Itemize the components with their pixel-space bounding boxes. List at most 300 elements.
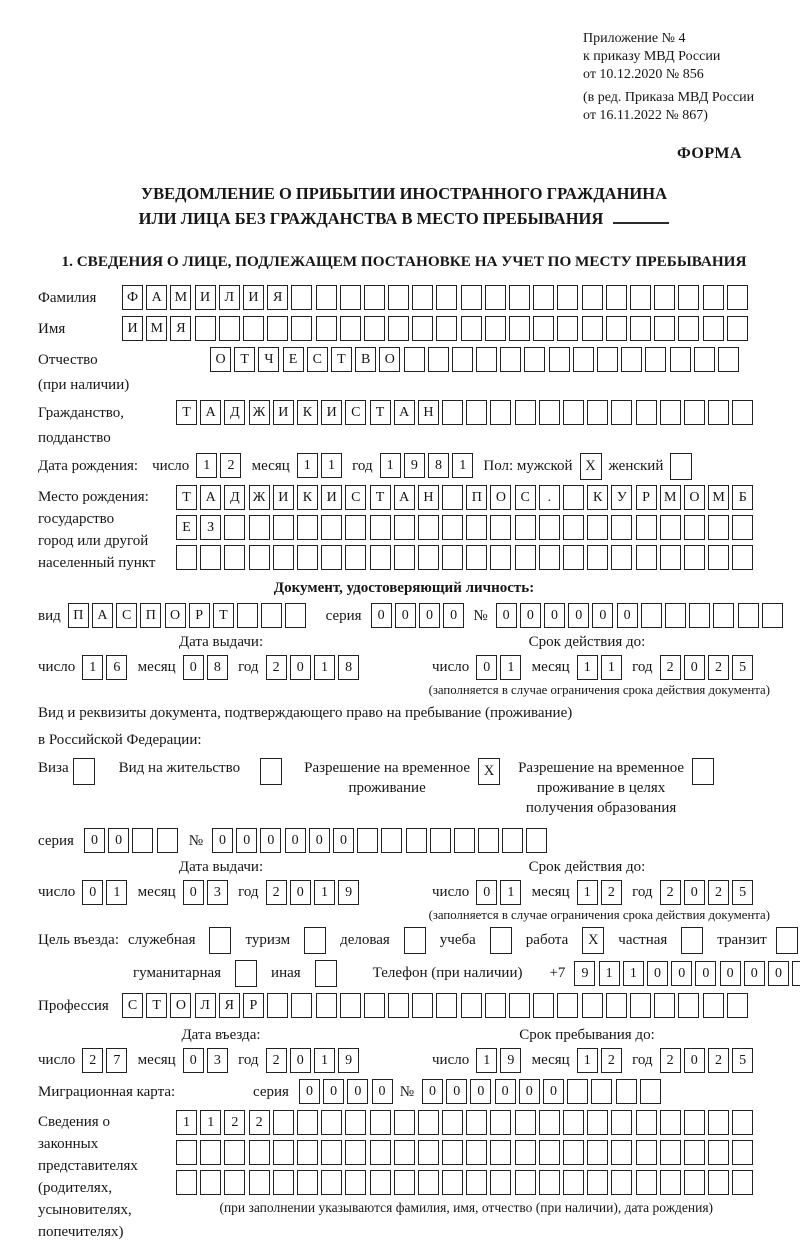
char-cell[interactable]: [515, 400, 536, 425]
char-cell[interactable]: Т: [234, 347, 255, 372]
char-cell[interactable]: [587, 515, 608, 540]
char-cell[interactable]: Т: [146, 993, 167, 1018]
char-cell[interactable]: [436, 316, 457, 341]
char-cell[interactable]: 9: [338, 880, 359, 905]
char-cell[interactable]: 0: [671, 961, 692, 986]
char-cell[interactable]: 0: [309, 828, 330, 853]
char-cell[interactable]: [442, 1140, 463, 1165]
char-cell[interactable]: 0: [290, 655, 311, 680]
char-cell[interactable]: [394, 1110, 415, 1135]
char-cell[interactable]: [490, 400, 511, 425]
char-cell[interactable]: И: [273, 485, 294, 510]
char-cell[interactable]: 0: [347, 1079, 368, 1104]
char-cell[interactable]: 0: [684, 880, 705, 905]
temp-residence-checkbox[interactable]: X: [478, 758, 500, 785]
char-cell[interactable]: 2: [708, 1048, 729, 1073]
purpose-tourism-checkbox[interactable]: [304, 927, 326, 954]
char-cell[interactable]: 1: [314, 655, 335, 680]
char-cell[interactable]: Т: [176, 400, 197, 425]
char-cell[interactable]: О: [170, 993, 191, 1018]
char-cell[interactable]: [684, 1110, 705, 1135]
char-cell[interactable]: [660, 1170, 681, 1195]
char-cell[interactable]: 0: [647, 961, 668, 986]
char-cell[interactable]: [224, 1170, 245, 1195]
char-cell[interactable]: С: [307, 347, 328, 372]
char-cell[interactable]: [539, 1170, 560, 1195]
char-cell[interactable]: [515, 1140, 536, 1165]
char-cell[interactable]: 1: [599, 961, 620, 986]
char-cell[interactable]: [267, 316, 288, 341]
char-cell[interactable]: [660, 515, 681, 540]
char-cell[interactable]: [273, 545, 294, 570]
char-cell[interactable]: 0: [183, 880, 204, 905]
char-cell[interactable]: [340, 316, 361, 341]
char-cell[interactable]: [665, 603, 686, 628]
char-cell[interactable]: 1: [623, 961, 644, 986]
char-cell[interactable]: 2: [660, 655, 681, 680]
char-cell[interactable]: В: [355, 347, 376, 372]
char-cell[interactable]: [515, 1170, 536, 1195]
char-cell[interactable]: Т: [370, 400, 391, 425]
char-cell[interactable]: [689, 603, 710, 628]
purpose-transit-checkbox[interactable]: [776, 927, 798, 954]
char-cell[interactable]: М: [708, 485, 729, 510]
char-cell[interactable]: 0: [333, 828, 354, 853]
char-cell[interactable]: [243, 316, 264, 341]
char-cell[interactable]: [316, 285, 337, 310]
char-cell[interactable]: [591, 1079, 612, 1104]
char-cell[interactable]: [404, 347, 425, 372]
char-cell[interactable]: 2: [266, 655, 287, 680]
char-cell[interactable]: 0: [422, 1079, 443, 1104]
char-cell[interactable]: [563, 545, 584, 570]
char-cell[interactable]: Л: [195, 993, 216, 1018]
char-cell[interactable]: [412, 993, 433, 1018]
char-cell[interactable]: [249, 1170, 270, 1195]
char-cell[interactable]: 1: [314, 880, 335, 905]
char-cell[interactable]: [727, 316, 748, 341]
char-cell[interactable]: 0: [290, 1048, 311, 1073]
char-cell[interactable]: 2: [660, 1048, 681, 1073]
char-cell[interactable]: [587, 1140, 608, 1165]
char-cell[interactable]: П: [140, 603, 161, 628]
char-cell[interactable]: [533, 993, 554, 1018]
char-cell[interactable]: [370, 1110, 391, 1135]
char-cell[interactable]: [267, 993, 288, 1018]
char-cell[interactable]: Я: [267, 285, 288, 310]
char-cell[interactable]: 0: [82, 880, 103, 905]
char-cell[interactable]: И: [122, 316, 143, 341]
char-cell[interactable]: 0: [260, 828, 281, 853]
char-cell[interactable]: С: [116, 603, 137, 628]
char-cell[interactable]: 9: [404, 453, 425, 478]
char-cell[interactable]: 0: [520, 603, 541, 628]
char-cell[interactable]: 7: [106, 1048, 127, 1073]
char-cell[interactable]: А: [200, 485, 221, 510]
char-cell[interactable]: [587, 1170, 608, 1195]
char-cell[interactable]: Б: [732, 485, 753, 510]
char-cell[interactable]: [418, 515, 439, 540]
char-cell[interactable]: [466, 1140, 487, 1165]
purpose-commercial-checkbox[interactable]: [404, 927, 426, 954]
char-cell[interactable]: [249, 1140, 270, 1165]
char-cell[interactable]: [582, 993, 603, 1018]
char-cell[interactable]: [316, 993, 337, 1018]
char-cell[interactable]: [660, 545, 681, 570]
char-cell[interactable]: 9: [500, 1048, 521, 1073]
char-cell[interactable]: 5: [732, 1048, 753, 1073]
char-cell[interactable]: [738, 603, 759, 628]
char-cell[interactable]: М: [660, 485, 681, 510]
purpose-private-checkbox[interactable]: [681, 927, 703, 954]
char-cell[interactable]: 1: [176, 1110, 197, 1135]
char-cell[interactable]: [394, 515, 415, 540]
char-cell[interactable]: Р: [189, 603, 210, 628]
char-cell[interactable]: [297, 515, 318, 540]
char-cell[interactable]: А: [394, 400, 415, 425]
char-cell[interactable]: [321, 515, 342, 540]
char-cell[interactable]: 0: [496, 603, 517, 628]
char-cell[interactable]: [606, 316, 627, 341]
char-cell[interactable]: И: [195, 285, 216, 310]
char-cell[interactable]: [684, 1170, 705, 1195]
char-cell[interactable]: [321, 545, 342, 570]
char-cell[interactable]: 0: [476, 655, 497, 680]
char-cell[interactable]: [297, 1170, 318, 1195]
char-cell[interactable]: [285, 603, 306, 628]
char-cell[interactable]: 0: [519, 1079, 540, 1104]
char-cell[interactable]: [636, 400, 657, 425]
char-cell[interactable]: [364, 285, 385, 310]
char-cell[interactable]: [490, 1170, 511, 1195]
char-cell[interactable]: [321, 1110, 342, 1135]
char-cell[interactable]: [476, 347, 497, 372]
female-checkbox[interactable]: [670, 453, 692, 480]
char-cell[interactable]: [509, 285, 530, 310]
char-cell[interactable]: [684, 400, 705, 425]
char-cell[interactable]: [567, 1079, 588, 1104]
char-cell[interactable]: 1: [601, 655, 622, 680]
char-cell[interactable]: [176, 545, 197, 570]
purpose-study-checkbox[interactable]: [490, 927, 512, 954]
char-cell[interactable]: 6: [106, 655, 127, 680]
char-cell[interactable]: [388, 285, 409, 310]
char-cell[interactable]: Ж: [249, 485, 270, 510]
visa-checkbox[interactable]: [73, 758, 95, 785]
char-cell[interactable]: 1: [196, 453, 217, 478]
char-cell[interactable]: 0: [684, 655, 705, 680]
char-cell[interactable]: [418, 1170, 439, 1195]
char-cell[interactable]: О: [165, 603, 186, 628]
char-cell[interactable]: 3: [207, 880, 228, 905]
char-cell[interactable]: 2: [249, 1110, 270, 1135]
char-cell[interactable]: [490, 1110, 511, 1135]
purpose-business-checkbox[interactable]: [209, 927, 231, 954]
char-cell[interactable]: 1: [297, 453, 318, 478]
char-cell[interactable]: [490, 515, 511, 540]
char-cell[interactable]: [316, 316, 337, 341]
char-cell[interactable]: Т: [176, 485, 197, 510]
char-cell[interactable]: 9: [338, 1048, 359, 1073]
char-cell[interactable]: [539, 515, 560, 540]
char-cell[interactable]: [442, 485, 463, 510]
char-cell[interactable]: [466, 545, 487, 570]
char-cell[interactable]: [587, 545, 608, 570]
char-cell[interactable]: [418, 1140, 439, 1165]
char-cell[interactable]: 0: [236, 828, 257, 853]
char-cell[interactable]: [611, 400, 632, 425]
char-cell[interactable]: [732, 545, 753, 570]
char-cell[interactable]: 2: [224, 1110, 245, 1135]
char-cell[interactable]: [452, 347, 473, 372]
char-cell[interactable]: [509, 316, 530, 341]
char-cell[interactable]: М: [170, 285, 191, 310]
char-cell[interactable]: Я: [219, 993, 240, 1018]
char-cell[interactable]: И: [243, 285, 264, 310]
char-cell[interactable]: Я: [170, 316, 191, 341]
char-cell[interactable]: [587, 400, 608, 425]
char-cell[interactable]: [406, 828, 427, 853]
char-cell[interactable]: 5: [732, 655, 753, 680]
char-cell[interactable]: [694, 347, 715, 372]
char-cell[interactable]: И: [321, 485, 342, 510]
char-cell[interactable]: 1: [106, 880, 127, 905]
char-cell[interactable]: [219, 316, 240, 341]
char-cell[interactable]: [611, 1140, 632, 1165]
char-cell[interactable]: [703, 993, 724, 1018]
char-cell[interactable]: 1: [452, 453, 473, 478]
char-cell[interactable]: Д: [224, 485, 245, 510]
char-cell[interactable]: [582, 316, 603, 341]
char-cell[interactable]: [442, 400, 463, 425]
char-cell[interactable]: [732, 515, 753, 540]
char-cell[interactable]: 1: [476, 1048, 497, 1073]
char-cell[interactable]: К: [297, 400, 318, 425]
char-cell[interactable]: [237, 603, 258, 628]
char-cell[interactable]: [502, 828, 523, 853]
char-cell[interactable]: Д: [224, 400, 245, 425]
char-cell[interactable]: 0: [544, 603, 565, 628]
char-cell[interactable]: [224, 1140, 245, 1165]
char-cell[interactable]: 1: [577, 880, 598, 905]
char-cell[interactable]: [200, 545, 221, 570]
char-cell[interactable]: Т: [213, 603, 234, 628]
char-cell[interactable]: [297, 1140, 318, 1165]
char-cell[interactable]: [533, 285, 554, 310]
char-cell[interactable]: [249, 545, 270, 570]
char-cell[interactable]: [340, 993, 361, 1018]
char-cell[interactable]: [708, 1140, 729, 1165]
char-cell[interactable]: [597, 347, 618, 372]
char-cell[interactable]: 0: [568, 603, 589, 628]
char-cell[interactable]: [500, 347, 521, 372]
char-cell[interactable]: [660, 1140, 681, 1165]
char-cell[interactable]: 1: [321, 453, 342, 478]
char-cell[interactable]: [485, 285, 506, 310]
purpose-work-checkbox[interactable]: X: [582, 927, 604, 954]
char-cell[interactable]: [297, 1110, 318, 1135]
char-cell[interactable]: [533, 316, 554, 341]
char-cell[interactable]: [539, 1110, 560, 1135]
char-cell[interactable]: [670, 347, 691, 372]
char-cell[interactable]: [654, 316, 675, 341]
char-cell[interactable]: [660, 400, 681, 425]
char-cell[interactable]: [297, 545, 318, 570]
char-cell[interactable]: 2: [708, 655, 729, 680]
char-cell[interactable]: 0: [592, 603, 613, 628]
char-cell[interactable]: [195, 316, 216, 341]
char-cell[interactable]: 2: [220, 453, 241, 478]
char-cell[interactable]: [762, 603, 783, 628]
char-cell[interactable]: Е: [176, 515, 197, 540]
char-cell[interactable]: 1: [577, 655, 598, 680]
char-cell[interactable]: [442, 515, 463, 540]
char-cell[interactable]: К: [297, 485, 318, 510]
char-cell[interactable]: 0: [617, 603, 638, 628]
char-cell[interactable]: [573, 347, 594, 372]
char-cell[interactable]: 0: [443, 603, 464, 628]
char-cell[interactable]: [539, 400, 560, 425]
char-cell[interactable]: [549, 347, 570, 372]
char-cell[interactable]: 9: [574, 961, 595, 986]
char-cell[interactable]: И: [321, 400, 342, 425]
char-cell[interactable]: [713, 603, 734, 628]
char-cell[interactable]: [388, 316, 409, 341]
char-cell[interactable]: .: [539, 485, 560, 510]
char-cell[interactable]: 1: [577, 1048, 598, 1073]
char-cell[interactable]: [515, 545, 536, 570]
char-cell[interactable]: [157, 828, 178, 853]
char-cell[interactable]: [524, 347, 545, 372]
purpose-humanitarian-checkbox[interactable]: [235, 960, 257, 987]
char-cell[interactable]: 0: [323, 1079, 344, 1104]
char-cell[interactable]: [792, 961, 800, 986]
char-cell[interactable]: [461, 993, 482, 1018]
char-cell[interactable]: [640, 1079, 661, 1104]
char-cell[interactable]: Н: [418, 485, 439, 510]
char-cell[interactable]: О: [379, 347, 400, 372]
char-cell[interactable]: [466, 400, 487, 425]
char-cell[interactable]: [606, 993, 627, 1018]
char-cell[interactable]: [291, 993, 312, 1018]
char-cell[interactable]: [684, 545, 705, 570]
char-cell[interactable]: [345, 545, 366, 570]
char-cell[interactable]: [261, 603, 282, 628]
char-cell[interactable]: [563, 1110, 584, 1135]
char-cell[interactable]: П: [68, 603, 89, 628]
char-cell[interactable]: [273, 1110, 294, 1135]
char-cell[interactable]: [563, 400, 584, 425]
char-cell[interactable]: 0: [212, 828, 233, 853]
char-cell[interactable]: 1: [380, 453, 401, 478]
char-cell[interactable]: [291, 316, 312, 341]
char-cell[interactable]: К: [587, 485, 608, 510]
char-cell[interactable]: 5: [732, 880, 753, 905]
char-cell[interactable]: М: [146, 316, 167, 341]
char-cell[interactable]: 1: [200, 1110, 221, 1135]
char-cell[interactable]: 0: [495, 1079, 516, 1104]
char-cell[interactable]: [412, 285, 433, 310]
char-cell[interactable]: [224, 515, 245, 540]
char-cell[interactable]: [630, 316, 651, 341]
char-cell[interactable]: [563, 485, 584, 510]
char-cell[interactable]: 0: [285, 828, 306, 853]
char-cell[interactable]: [563, 1170, 584, 1195]
char-cell[interactable]: [466, 1170, 487, 1195]
char-cell[interactable]: [732, 1110, 753, 1135]
char-cell[interactable]: С: [122, 993, 143, 1018]
char-cell[interactable]: [388, 993, 409, 1018]
char-cell[interactable]: [454, 828, 475, 853]
char-cell[interactable]: 0: [768, 961, 789, 986]
char-cell[interactable]: [490, 1140, 511, 1165]
char-cell[interactable]: [273, 1140, 294, 1165]
char-cell[interactable]: [678, 285, 699, 310]
char-cell[interactable]: [340, 285, 361, 310]
char-cell[interactable]: 1: [500, 880, 521, 905]
char-cell[interactable]: Т: [331, 347, 352, 372]
char-cell[interactable]: [490, 545, 511, 570]
char-cell[interactable]: Р: [243, 993, 264, 1018]
char-cell[interactable]: 0: [476, 880, 497, 905]
char-cell[interactable]: 2: [708, 880, 729, 905]
char-cell[interactable]: 2: [601, 880, 622, 905]
char-cell[interactable]: [727, 993, 748, 1018]
char-cell[interactable]: З: [200, 515, 221, 540]
char-cell[interactable]: 1: [500, 655, 521, 680]
char-cell[interactable]: 2: [266, 1048, 287, 1073]
char-cell[interactable]: [478, 828, 499, 853]
char-cell[interactable]: [557, 316, 578, 341]
char-cell[interactable]: 0: [395, 603, 416, 628]
char-cell[interactable]: 8: [207, 655, 228, 680]
char-cell[interactable]: [563, 1140, 584, 1165]
char-cell[interactable]: [684, 1140, 705, 1165]
residence-permit-checkbox[interactable]: [260, 758, 282, 785]
char-cell[interactable]: [708, 400, 729, 425]
char-cell[interactable]: [703, 285, 724, 310]
char-cell[interactable]: И: [273, 400, 294, 425]
char-cell[interactable]: [249, 515, 270, 540]
char-cell[interactable]: Ж: [249, 400, 270, 425]
char-cell[interactable]: [539, 545, 560, 570]
char-cell[interactable]: [526, 828, 547, 853]
char-cell[interactable]: [636, 545, 657, 570]
char-cell[interactable]: [557, 285, 578, 310]
char-cell[interactable]: 0: [695, 961, 716, 986]
char-cell[interactable]: [732, 1170, 753, 1195]
char-cell[interactable]: [732, 400, 753, 425]
char-cell[interactable]: О: [684, 485, 705, 510]
char-cell[interactable]: [606, 285, 627, 310]
char-cell[interactable]: 0: [419, 603, 440, 628]
char-cell[interactable]: [630, 993, 651, 1018]
char-cell[interactable]: [708, 1110, 729, 1135]
char-cell[interactable]: А: [146, 285, 167, 310]
char-cell[interactable]: [563, 515, 584, 540]
char-cell[interactable]: 2: [82, 1048, 103, 1073]
char-cell[interactable]: [485, 316, 506, 341]
char-cell[interactable]: [557, 993, 578, 1018]
temp-residence-edu-checkbox[interactable]: [692, 758, 714, 785]
char-cell[interactable]: [200, 1170, 221, 1195]
char-cell[interactable]: [611, 515, 632, 540]
char-cell[interactable]: [515, 1110, 536, 1135]
char-cell[interactable]: [708, 1170, 729, 1195]
char-cell[interactable]: [654, 993, 675, 1018]
char-cell[interactable]: [461, 285, 482, 310]
char-cell[interactable]: [345, 1110, 366, 1135]
